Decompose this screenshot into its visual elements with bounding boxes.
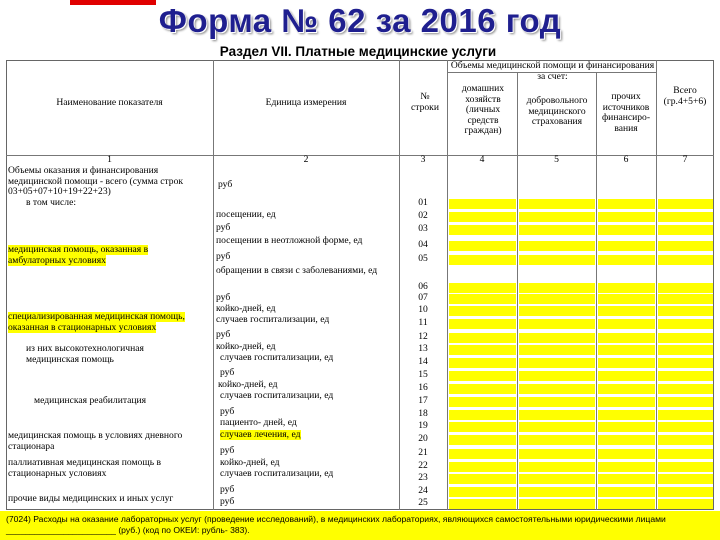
data-entry-cell[interactable] bbox=[658, 462, 713, 472]
indicator-inpatient: специализированная медицинская помощь, оказанная в стационарных условиях bbox=[8, 312, 185, 333]
header-total: Всего (гр.4+5+6) bbox=[663, 86, 707, 107]
unit-cell: руб bbox=[216, 223, 231, 233]
data-entry-cell[interactable] bbox=[449, 255, 516, 265]
line-number: 23 bbox=[418, 473, 428, 483]
data-entry-cell[interactable] bbox=[658, 294, 713, 304]
indicator-high-tech: из них высокотехнологичная медицинская помощь bbox=[26, 344, 144, 365]
line-number: 24 bbox=[418, 486, 428, 496]
unit-cell: случаев госпитализации, ед bbox=[220, 391, 334, 401]
data-entry-cell[interactable] bbox=[598, 449, 655, 459]
data-entry-cell[interactable] bbox=[598, 371, 655, 381]
data-entry-cell[interactable] bbox=[449, 306, 516, 316]
data-entry-cell[interactable] bbox=[519, 449, 595, 459]
unit-cell: руб bbox=[216, 330, 231, 340]
data-entry-cell[interactable] bbox=[658, 255, 713, 265]
data-entry-cell[interactable] bbox=[598, 487, 655, 497]
data-entry-cell[interactable] bbox=[598, 499, 655, 509]
data-entry-cell[interactable] bbox=[449, 283, 516, 293]
data-entry-cell[interactable] bbox=[519, 371, 595, 381]
line-number: 19 bbox=[418, 421, 428, 431]
data-entry-cell[interactable] bbox=[519, 255, 595, 265]
data-entry-cell[interactable] bbox=[658, 487, 713, 497]
line-number: 20 bbox=[418, 434, 428, 444]
unit-cell: руб bbox=[216, 252, 231, 262]
data-entry-cell[interactable] bbox=[449, 212, 516, 222]
footer-line-1: (7024) Расходы на оказание лабораторных услуг (проведение исследований), в медицинских лабораториях, являющихся самостоятельными юридическими лицами bbox=[6, 514, 666, 524]
data-entry-cell[interactable] bbox=[449, 474, 516, 484]
data-entry-cell[interactable] bbox=[519, 345, 595, 355]
data-entry-cell[interactable] bbox=[519, 294, 595, 304]
unit-cell: койко-дней, ед bbox=[218, 380, 278, 390]
data-entry-cell[interactable] bbox=[598, 212, 655, 222]
data-entry-cell[interactable] bbox=[519, 199, 595, 209]
line-number: 12 bbox=[418, 332, 428, 342]
data-entry-cell[interactable] bbox=[449, 384, 516, 394]
data-entry-cell[interactable] bbox=[449, 294, 516, 304]
line-number: 14 bbox=[418, 357, 428, 367]
data-entry-cell[interactable] bbox=[519, 384, 595, 394]
unit-cell: случаев госпитализации, ед bbox=[220, 353, 334, 363]
data-entry-cell[interactable] bbox=[658, 358, 713, 368]
data-entry-cell[interactable] bbox=[449, 319, 516, 329]
line-number: 16 bbox=[418, 383, 428, 393]
data-entry-cell[interactable] bbox=[519, 241, 595, 251]
unit-cell: койко-дней, ед bbox=[216, 342, 276, 352]
data-entry-cell[interactable] bbox=[449, 225, 516, 235]
data-entry-cell[interactable] bbox=[658, 241, 713, 251]
data-entry-cell[interactable] bbox=[449, 371, 516, 381]
line-number: 11 bbox=[418, 318, 428, 328]
data-entry-cell[interactable] bbox=[598, 410, 655, 420]
data-entry-cell[interactable] bbox=[519, 225, 595, 235]
data-entry-cell[interactable] bbox=[449, 435, 516, 445]
data-entry-cell[interactable] bbox=[598, 435, 655, 445]
divider bbox=[656, 60, 657, 510]
data-entry-cell[interactable] bbox=[658, 333, 713, 343]
indicator-including: в том числе: bbox=[26, 198, 77, 208]
col-number: 6 bbox=[623, 155, 629, 165]
header-households: домашних хозяйств (личных средств граждан) bbox=[461, 84, 505, 136]
data-entry-cell[interactable] bbox=[658, 474, 713, 484]
data-entry-cell[interactable] bbox=[519, 397, 595, 407]
data-entry-cell[interactable] bbox=[449, 462, 516, 472]
line-number: 05 bbox=[418, 254, 428, 264]
line-number: 13 bbox=[418, 344, 428, 354]
indicator-other: прочие виды медицинских и иных услуг bbox=[8, 494, 174, 504]
col-number: 5 bbox=[554, 155, 559, 165]
line-number: 17 bbox=[418, 396, 428, 406]
unit-cell: койко-дней, ед bbox=[220, 458, 280, 468]
unit-cell: посещении, ед bbox=[216, 210, 276, 220]
data-entry-cell[interactable] bbox=[658, 435, 713, 445]
data-entry-cell[interactable] bbox=[519, 462, 595, 472]
divider bbox=[596, 72, 597, 510]
data-entry-cell[interactable] bbox=[658, 225, 713, 235]
data-entry-cell[interactable] bbox=[519, 474, 595, 484]
data-entry-cell[interactable] bbox=[658, 319, 713, 329]
line-number: 03 bbox=[418, 224, 428, 234]
data-entry-cell[interactable] bbox=[658, 410, 713, 420]
data-entry-cell[interactable] bbox=[658, 345, 713, 355]
data-entry-cell[interactable] bbox=[449, 410, 516, 420]
line-number: 01 bbox=[418, 198, 428, 208]
divider bbox=[517, 72, 518, 510]
line-number: 18 bbox=[418, 409, 428, 419]
data-entry-cell[interactable] bbox=[658, 397, 713, 407]
data-entry-cell[interactable] bbox=[598, 422, 655, 432]
data-entry-cell[interactable] bbox=[449, 241, 516, 251]
indicator-palliative: паллиативная медицинская помощь в стационарных условиях bbox=[8, 458, 162, 479]
data-entry-cell[interactable] bbox=[449, 499, 516, 509]
header-group: Объемы медицинской помощи и финансирования за счет: bbox=[450, 61, 655, 82]
data-entry-cell[interactable] bbox=[598, 397, 655, 407]
header-vmi: добровольного медицинского страхования bbox=[526, 96, 588, 127]
unit-cell: случаев госпитализации, ед bbox=[216, 315, 330, 325]
data-entry-cell[interactable] bbox=[519, 410, 595, 420]
data-entry-cell[interactable] bbox=[449, 487, 516, 497]
col-number: 7 bbox=[682, 155, 688, 165]
line-number: 10 bbox=[418, 305, 428, 315]
unit-cell: посещении в неотложной форме, ед bbox=[216, 236, 363, 246]
data-entry-cell[interactable] bbox=[598, 462, 655, 472]
indicator-total: Объемы оказания и финансирования медицинской помощи - всего (сумма строк 03+05+07+10+19+22+23) bbox=[8, 166, 184, 197]
data-entry-cell[interactable] bbox=[598, 199, 655, 209]
data-entry-cell[interactable] bbox=[658, 306, 713, 316]
indicator-day-hospital: медицинская помощь в условиях дневного стационара bbox=[8, 431, 183, 452]
header-line-number: № строки bbox=[411, 92, 439, 113]
indicator-rehabilitation: медицинская реабилитация bbox=[34, 396, 147, 406]
data-entry-cell[interactable] bbox=[519, 499, 595, 509]
line-number: 04 bbox=[418, 240, 428, 250]
line-number: 22 bbox=[418, 461, 428, 471]
header-indicator: Наименование показателя bbox=[56, 98, 163, 108]
footer-note bbox=[0, 511, 720, 540]
unit-cell: случаев лечения, ед bbox=[220, 430, 301, 440]
data-entry-cell[interactable] bbox=[658, 384, 713, 394]
data-entry-cell[interactable] bbox=[598, 306, 655, 316]
unit-cell: руб bbox=[216, 293, 231, 303]
data-entry-cell[interactable] bbox=[598, 283, 655, 293]
unit-cell: пациенто- дней, ед bbox=[220, 418, 297, 428]
unit-cell: руб bbox=[218, 180, 233, 190]
data-entry-cell[interactable] bbox=[658, 499, 713, 509]
data-entry-cell[interactable] bbox=[519, 306, 595, 316]
header-unit: Единица измерения bbox=[265, 98, 347, 108]
col-number: 1 bbox=[107, 155, 112, 165]
data-entry-cell[interactable] bbox=[519, 283, 595, 293]
data-entry-cell[interactable] bbox=[598, 225, 655, 235]
unit-cell: руб bbox=[220, 497, 235, 507]
data-entry-cell[interactable] bbox=[598, 474, 655, 484]
data-entry-cell[interactable] bbox=[449, 397, 516, 407]
unit-cell: руб bbox=[220, 407, 235, 417]
unit-cell: руб bbox=[220, 446, 235, 456]
data-entry-cell[interactable] bbox=[519, 487, 595, 497]
data-entry-cell[interactable] bbox=[449, 449, 516, 459]
data-entry-cell[interactable] bbox=[598, 358, 655, 368]
data-entry-cell[interactable] bbox=[598, 255, 655, 265]
data-entry-cell[interactable] bbox=[598, 384, 655, 394]
data-entry-cell[interactable] bbox=[519, 358, 595, 368]
data-entry-cell[interactable] bbox=[598, 345, 655, 355]
data-entry-cell[interactable] bbox=[519, 435, 595, 445]
footer-line-2[interactable]: _______________________ (руб.) (код по ОКЕИ: рубль- 383). bbox=[6, 525, 250, 535]
divider bbox=[213, 60, 214, 510]
col-number: 3 bbox=[420, 155, 426, 165]
unit-cell: случаев госпитализации, ед bbox=[220, 469, 334, 479]
data-entry-cell[interactable] bbox=[449, 199, 516, 209]
unit-cell: руб bbox=[220, 368, 235, 378]
indicator-ambulatory: медицинская помощь, оказанная в амбулаторных условиях bbox=[8, 245, 149, 266]
unit-cell: руб bbox=[220, 485, 235, 495]
data-entry-cell[interactable] bbox=[658, 283, 713, 293]
data-entry-cell[interactable] bbox=[519, 212, 595, 222]
line-number: 07 bbox=[418, 293, 428, 303]
data-entry-cell[interactable] bbox=[449, 345, 516, 355]
data-entry-cell[interactable] bbox=[658, 422, 713, 432]
data-entry-cell[interactable] bbox=[598, 294, 655, 304]
line-number: 21 bbox=[418, 448, 428, 458]
line-number: 02 bbox=[418, 211, 428, 221]
data-entry-cell[interactable] bbox=[658, 371, 713, 381]
section-subtitle: Раздел VII. Платные медицинские услуги bbox=[219, 44, 497, 59]
data-entry-cell[interactable] bbox=[658, 449, 713, 459]
unit-cell: обращении в связи с заболеваниями, ед bbox=[216, 266, 378, 276]
line-number: 25 bbox=[418, 498, 428, 508]
data-entry-cell[interactable] bbox=[519, 333, 595, 343]
data-entry-cell[interactable] bbox=[658, 199, 713, 209]
data-entry-cell[interactable] bbox=[519, 319, 595, 329]
data-entry-cell[interactable] bbox=[519, 422, 595, 432]
line-number: 15 bbox=[418, 370, 428, 380]
divider bbox=[447, 60, 448, 510]
data-entry-cell[interactable] bbox=[658, 212, 713, 222]
data-entry-cell[interactable] bbox=[598, 241, 655, 251]
form-table bbox=[6, 60, 714, 510]
col-number: 4 bbox=[479, 155, 485, 165]
col-number: 2 bbox=[303, 155, 309, 165]
slide-title: Форма № 62 за 2016 год bbox=[158, 2, 562, 39]
data-entry-cell[interactable] bbox=[598, 333, 655, 343]
data-entry-cell[interactable] bbox=[449, 358, 516, 368]
unit-cell: койко-дней, ед bbox=[216, 304, 276, 314]
header-other-sources: прочих источников финансиро-вания bbox=[601, 92, 651, 134]
data-entry-cell[interactable] bbox=[449, 422, 516, 432]
data-entry-cell[interactable] bbox=[449, 333, 516, 343]
data-entry-cell[interactable] bbox=[598, 319, 655, 329]
line-number: 06 bbox=[418, 282, 428, 292]
